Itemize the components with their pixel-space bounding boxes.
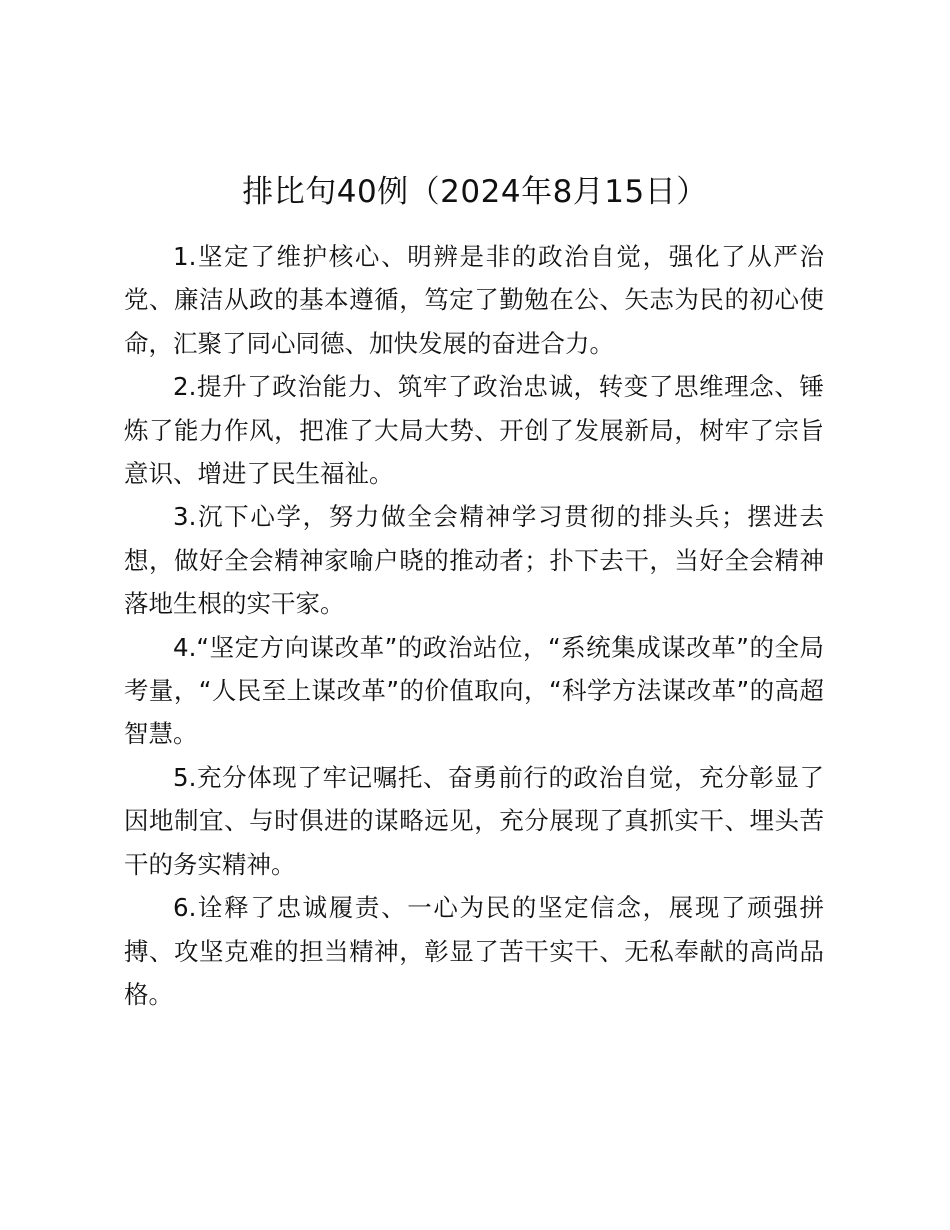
paragraph-4: 4.“坚定方向谋改革”的政治站位，“系统集成谋改革”的全局考量，“人民至上谋改革”的价值取向，“科学方法谋改革”的高超智慧。 — [124, 632, 824, 749]
document-body — [124, 235, 824, 1016]
document-title: 排比句40例（2024年8月15日） — [242, 174, 708, 210]
paragraph-3: 3.沉下心学，努力做全会精神学习贯彻的排头兵；摆进去想，做好全会精神家喻户晓的推动者；扑下去干，当好全会精神落地生根的实干家。 — [124, 502, 824, 619]
paragraph-1: 1.坚定了维护核心、明辨是非的政治自觉，强化了从严治党、廉洁从政的基本遵循，笃定了勤勉在公、矢志为民的初心使命，汇聚了同心同德、加快发展的奋进合力。 — [124, 242, 824, 358]
paragraph-5: 5.充分体现了牢记嘱托、奋勇前行的政治自觉，充分彰显了因地制宜、与时俱进的谋略远见，充分展现了真抓实干、埋头苦干的务实精神。 — [124, 762, 824, 879]
paragraph-2: 2.提升了政治能力、筑牢了政治忠诚，转变了思维理念、锤炼了能力作风，把准了大局大势、开创了发展新局，树牢了宗旨意识、增进了民生福祉。 — [124, 372, 824, 489]
paragraph-6: 6.诠释了忠诚履责、一心为民的坚定信念，展现了顽强拼搏、攻坚克难的担当精神，彰显了苦干实干、无私奉献的高尚品格。 — [124, 893, 824, 1009]
